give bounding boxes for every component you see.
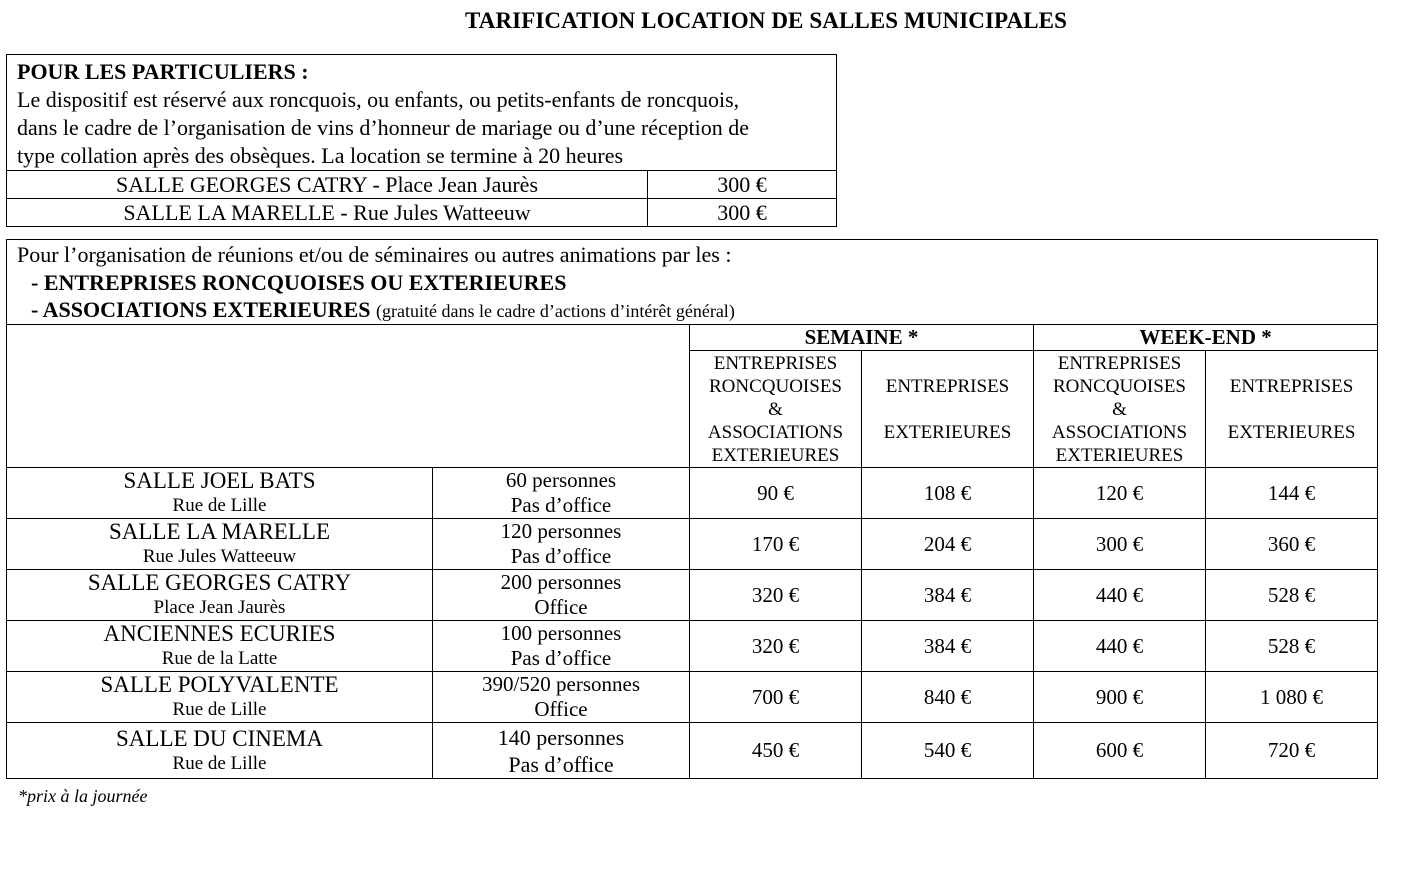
col-header-line: & [1112,398,1127,420]
office: Office [534,595,588,619]
price-weekend-ext: 360 € [1206,519,1378,570]
price-semaine-roncq: 450 € [690,723,862,779]
salle-name: SALLE GEORGES CATRY - Place Jean Jaurès [7,171,648,199]
price-weekend-roncq: 440 € [1034,621,1206,672]
price-semaine-roncq: 320 € [690,570,862,621]
col-header-line: RONCQUOISES [708,375,843,397]
price-weekend-ext: 720 € [1206,723,1378,779]
particuliers-intro [7,55,837,171]
col-header-line: ENTREPRISES [1057,352,1182,374]
col-header-roncq [690,351,862,468]
capacity-cell [433,672,690,723]
col-header-line: & [768,398,783,420]
salle-address: Rue Jules Watteeuw [142,546,297,567]
footnote: *prix à la journée [18,786,148,806]
price-weekend-ext: 528 € [1206,570,1378,621]
office: Pas d’office [510,646,612,670]
price-semaine-ext: 108 € [862,468,1034,519]
price-semaine-ext: 384 € [862,621,1034,672]
table-row [7,468,1378,519]
salle-price: 300 € [648,171,837,199]
col-header-line: RONCQUOISES [1052,375,1187,397]
particuliers-table [6,54,837,227]
col-header-roncq [1034,351,1206,468]
salle-address: Place Jean Jaurès [153,597,286,618]
particuliers-line: type collation après des obsèques. La location se termine à 20 heures [17,143,624,168]
price-weekend-roncq: 440 € [1034,570,1206,621]
capacity-cell [433,519,690,570]
capacity: 200 personnes [500,570,622,594]
col-header-line: EXTERIEURES [1227,421,1356,443]
table-row [7,570,1378,621]
salle-name: SALLE LA MARELLE - Rue Jules Watteeuw [7,199,648,227]
price-weekend-ext: 1 080 € [1206,672,1378,723]
salle-name: SALLE POLYVALENTE [100,672,339,697]
col-header-ext [1206,351,1378,468]
particuliers-heading: POUR LES PARTICULIERS : [17,59,309,84]
entreprises-intro-text: Pour l’organisation de réunions et/ou de séminaires ou autres animations par les : [17,242,732,267]
particuliers-line: Le dispositif est réservé aux roncquois, ou enfants, ou petits-enfants de roncquois, [17,87,740,112]
price-semaine-roncq: 320 € [690,621,862,672]
col-header-line: ASSOCIATIONS [707,421,844,443]
table-row [7,621,1378,672]
price-semaine-roncq: 700 € [690,672,862,723]
col-header-line: ASSOCIATIONS [1051,421,1188,443]
associations-note: (gratuité dans le cadre d’actions d’intérêt général) [375,301,735,321]
col-header-line: ENTREPRISES [1229,375,1354,397]
table-row [7,199,837,227]
empty-header-cell [7,325,690,468]
capacity-cell [433,621,690,672]
price-weekend-ext: 144 € [1206,468,1378,519]
salle-cell [7,519,433,570]
col-header-line: EXTERIEURES [1055,444,1184,466]
salle-address: Rue de Lille [172,495,267,516]
capacity-cell [433,468,690,519]
price-semaine-ext: 840 € [862,672,1034,723]
office: Office [534,697,588,721]
salle-cell [7,672,433,723]
salle-name: SALLE GEORGES CATRY [87,570,352,595]
price-weekend-roncq: 900 € [1034,672,1206,723]
header-semaine: SEMAINE * [690,325,1034,351]
salle-name: SALLE LA MARELLE [108,519,331,544]
price-weekend-roncq: 600 € [1034,723,1206,779]
table-row [7,171,837,199]
associations-line [17,297,1367,324]
col-header-line: ENTREPRISES [713,352,838,374]
capacity: 140 personnes [497,724,625,750]
entreprises-table [6,239,1378,779]
salle-address: Rue de Lille [172,699,267,720]
table-row [7,519,1378,570]
header-weekend: WEEK-END * [1034,325,1378,351]
office: Pas d’office [508,751,614,777]
col-header-spacer [862,398,1033,421]
price-semaine-ext: 204 € [862,519,1034,570]
entreprises-line: - ENTREPRISES RONCQUOISES OU EXTERIEURES [31,270,567,295]
price-semaine-roncq: 170 € [690,519,862,570]
table-row [7,672,1378,723]
salle-cell [7,468,433,519]
salle-price: 300 € [648,199,837,227]
col-header-line: EXTERIEURES [711,444,840,466]
capacity: 390/520 personnes [481,672,641,696]
capacity-cell [433,723,690,779]
col-header-ext [862,351,1034,468]
price-weekend-ext: 528 € [1206,621,1378,672]
salle-name: SALLE DU CINEMA [116,725,323,751]
salle-name: ANCIENNES ECURIES [103,621,336,646]
salle-address: Rue de la Latte [161,648,278,669]
capacity: 120 personnes [500,519,622,543]
page-title: TARIFICATION LOCATION DE SALLES MUNICIPALES [465,8,1067,33]
salle-cell [7,621,433,672]
salle-cell [7,570,433,621]
associations-label: - ASSOCIATIONS EXTERIEURES [31,297,371,322]
salle-name: SALLE JOEL BATS [123,468,316,493]
col-header-line: EXTERIEURES [883,421,1012,443]
table-row [7,723,1378,779]
office: Pas d’office [510,544,612,568]
salle-address: Rue de Lille [172,752,267,774]
price-semaine-roncq: 90 € [690,468,862,519]
salle-cell [7,723,433,779]
capacity-cell [433,570,690,621]
price-weekend-roncq: 120 € [1034,468,1206,519]
col-header-spacer [1206,398,1377,421]
col-header-line: ENTREPRISES [885,375,1010,397]
office: Pas d’office [510,493,612,517]
price-semaine-ext: 384 € [862,570,1034,621]
capacity: 100 personnes [500,621,622,645]
price-weekend-roncq: 300 € [1034,519,1206,570]
entreprises-intro [7,240,1378,325]
price-semaine-ext: 540 € [862,723,1034,779]
capacity: 60 personnes [505,468,617,492]
particuliers-line: dans le cadre de l’organisation de vins d’honneur de mariage ou d’une réception de [17,115,750,140]
